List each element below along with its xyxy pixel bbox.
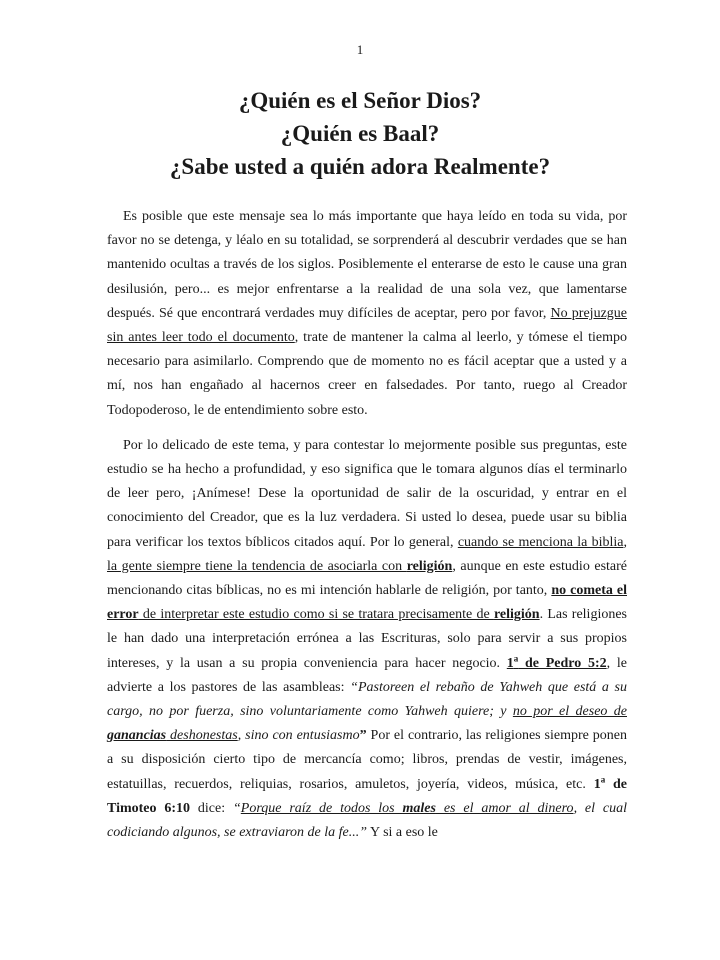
quote-2-underlined-2: es el amor al dinero — [435, 800, 574, 816]
p2-underlined-phrase-1: cuando se menciona la biblia — [457, 534, 624, 550]
quote-1-underlined-1: no por el deseo de — [512, 704, 627, 720]
p1-text-1: Es posible que este mensaje sea lo más importante que haya leído en toda su vida, por favor no se detenga, y léalo en su totalidad, se sorprenderá al descubrir verdades que se han mantenido ocultas a través de los siglos. Posiblemente el enterarse de esto le cause una gran desilusión, pero... es mejor enfrentarse a la realidad de una sola vez, que lamentarse después. Sé que encontrará verdades muy difíciles de aceptar, pero por favor, — [107, 209, 627, 321]
p2-text-4: , le advierte a los pastores de las asambleas: — [107, 655, 627, 695]
p2-text-7: Y si a eso le — [367, 825, 438, 841]
p2-bold-error: error — [107, 607, 139, 623]
paragraph-1 — [107, 205, 627, 423]
quote-2-end: , el cual codiciando algunos, se extraviaron de la fe...” — [107, 800, 628, 841]
p2-bold-religion-2: religión — [493, 607, 540, 623]
quote-2-bold-males: males — [402, 800, 436, 816]
p2-text-6: dice: — [190, 800, 233, 816]
quote-2-open: “ — [233, 800, 241, 816]
p2-text-5: Por el contrario, las religiones siempre ponen a su disposición cierto tipo de mercancía como; libros, prendas de vestir, imágenes, estatuillas, recuerdos, reliquias, rosarios, amuletos, joyería, videos, música, etc. — [107, 728, 627, 792]
p1-underlined-phrase: No prejuzgue sin antes leer todo el documento — [107, 305, 627, 346]
p1-text-2: , trate de mantener la calma al leerlo, y tómese el tiempo necesario para asimilarlo. Comprendo que de momento no es fácil aceptar que a usted y a mí, nos han engañado al hacernos creer en falsedades. Por tanto, ruego al Creador Todopoderoso, le de entendimiento sobre esto. — [107, 330, 627, 418]
p2-text-1: Por lo delicado de este tema, y para contestar lo mejormente posible sus preguntas, este estudio se ha hecho a profundidad, y eso significa que le tomara algunos días el terminarlo de leer pero, ¡Anímese! Dese la oportunidad de salir de la oscuridad, y entrar en el conocimiento del Creador, que es la luz verdadera. Si usted lo desea, puede usar su biblia para verificar los textos bíblicos citados aquí. Por lo general, — [107, 437, 627, 550]
title-line-1: ¿Quién es el Señor Dios? — [238, 88, 482, 113]
p2-text-2: , aunque en este estudio estaré mencionando citas bíblicas, no es mi intención hablarle de religión, por tanto, — [107, 558, 627, 599]
quote-1-end: , sino con entusiasmo — [237, 728, 360, 744]
p2-underlined-no-cometa: no cometa el — [551, 583, 627, 599]
title-block — [0, 84, 720, 183]
paragraph-2 — [107, 434, 627, 845]
page-number: 1 — [356, 42, 364, 57]
title-line-3: ¿Sabe usted a quién adora Realmente? — [169, 154, 551, 179]
ref-1-pedro: 1$^a$ de Pedro 5:2 — [506, 653, 607, 671]
body-text — [107, 205, 627, 845]
p2-underlined-phrase-2: la gente siempre tiene la tendencia de asociarla con — [107, 558, 407, 574]
quote-1-bold-ganancias: ganancias — [107, 728, 167, 744]
title-line-2: ¿Quién es Baal? — [280, 121, 440, 146]
p2-text-3: . Las religiones le han dado una interpretación errónea a las Escrituras, solo para servir a sus propios intereses, y la usan a su propia conveniencia para hacer negocio. — [107, 607, 627, 671]
ref-1-timoteo: 1$^a$ de Timoteo 6:10 — [107, 774, 627, 816]
quote-1-close-mark: ” — [359, 728, 367, 744]
p2-comma: , — [623, 534, 627, 550]
quote-1-start: “Pastoreen el rebaño de Yahweh que está a su cargo, no por fuerza, sino voluntariamente como Yahweh quiere; y — [107, 679, 627, 720]
p2-bold-religion-1: religión — [406, 558, 453, 574]
quote-2-underlined-1: Porque raíz de todos los — [240, 800, 403, 816]
quote-1-underlined-2: deshonestas — [166, 728, 238, 744]
p2-underlined-phrase-3: de interpretar este estudio como si se tratara precisamente de — [138, 607, 494, 623]
